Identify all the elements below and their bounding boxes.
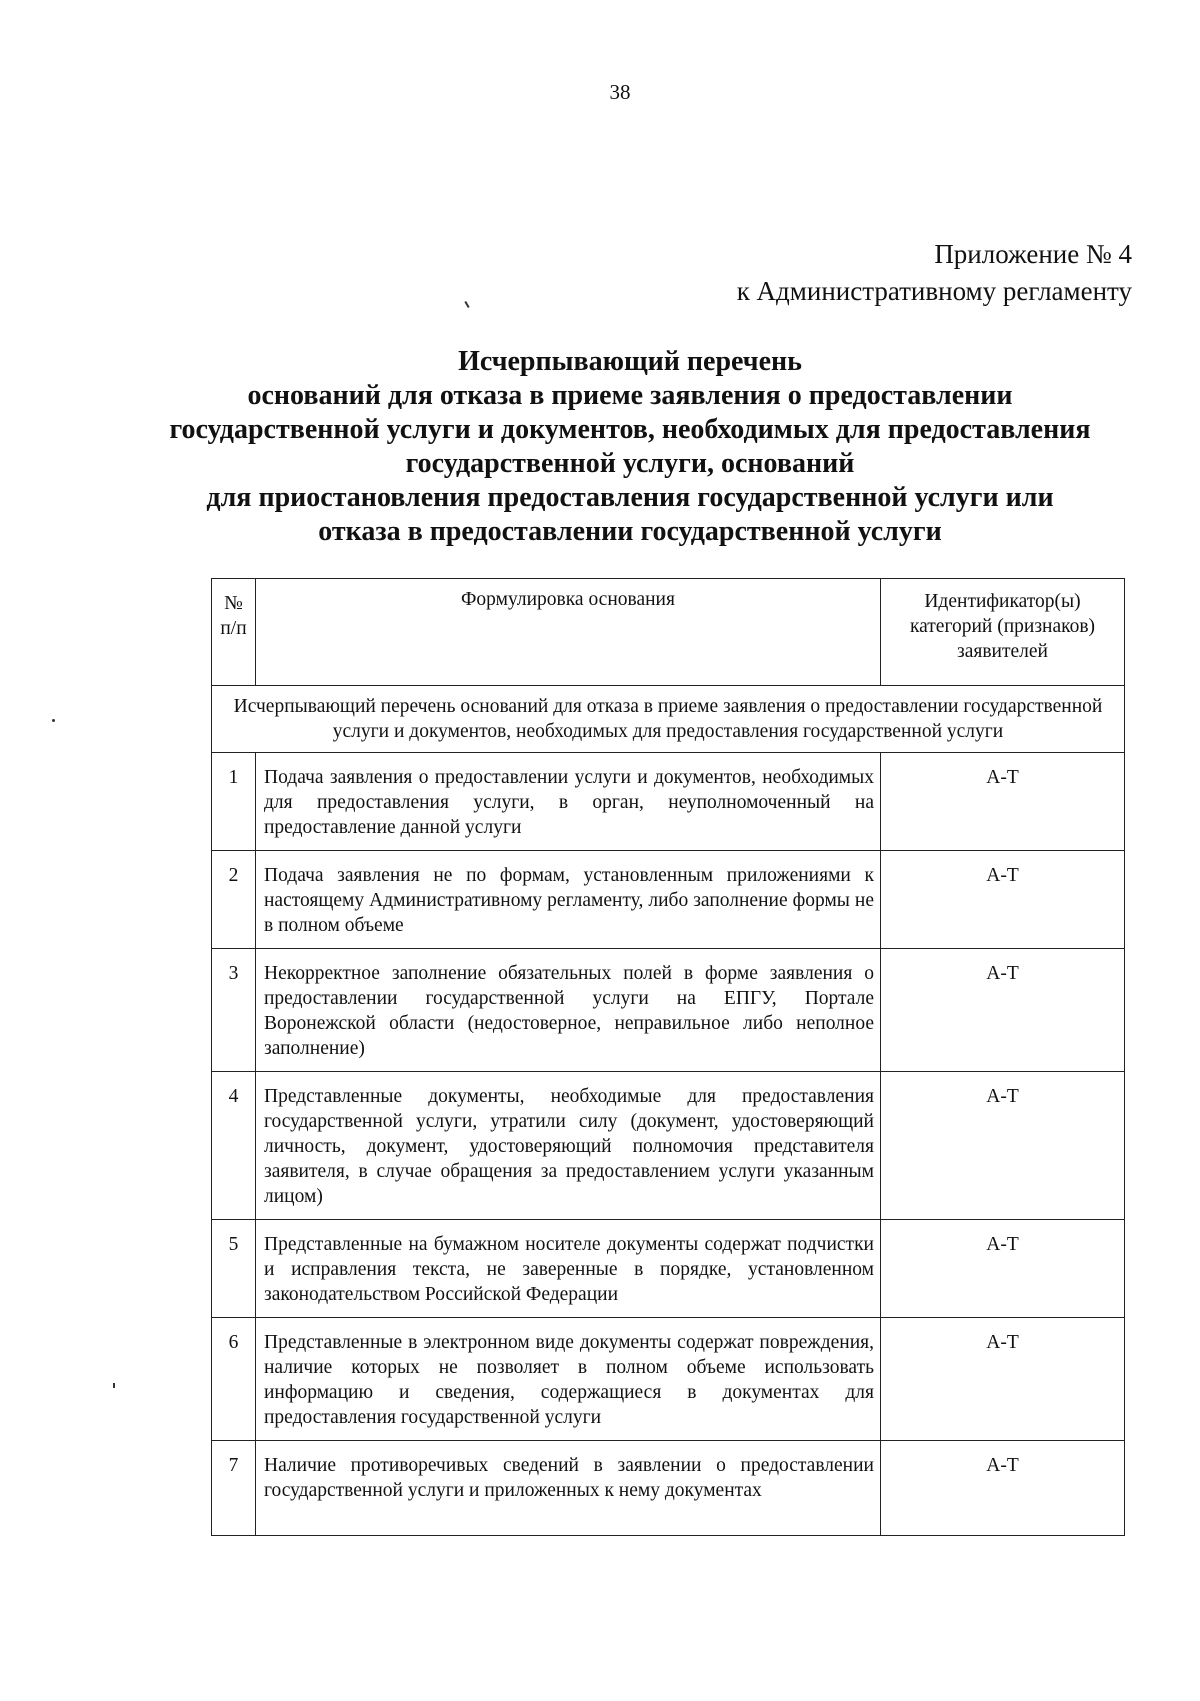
row-identifier: А-Т	[881, 949, 1125, 1072]
appendix-reference	[737, 236, 1132, 310]
row-identifier: А-Т	[881, 753, 1125, 851]
row-number: 7	[212, 1441, 256, 1536]
row-number: 5	[212, 1220, 256, 1318]
table-row	[212, 1318, 1125, 1441]
row-identifier: А-Т	[881, 1318, 1125, 1441]
row-number: 2	[212, 851, 256, 949]
table-header-row	[212, 579, 1125, 686]
row-reason: Подача заявления о предоставлении услуги и документов, необходимых для предоставления услуги, в орган, неуполномоченный на предоставление данной услуги	[256, 753, 881, 851]
table-row	[212, 1220, 1125, 1318]
section-title: Исчерпывающий перечень оснований для отказа в приеме заявления о предоставлении государственной услуги и документов, необходимых для предоставления государственной услуги	[212, 686, 1125, 753]
header-identifiers: Идентификатор(ы) категорий (признаков) заявителей	[881, 579, 1125, 686]
table-row	[212, 1072, 1125, 1220]
row-reason: Представленные в электронном виде документы содержат повреждения, наличие которых не позволяет в полном объеме использовать информацию и сведения, содержащиеся в документах для предоставления государственной услуги	[256, 1318, 881, 1441]
row-number: 1	[212, 753, 256, 851]
table-row	[212, 851, 1125, 949]
title-line: государственной услуги, оснований	[405, 448, 855, 479]
title-line: оснований для отказа в приеме заявления о предоставлении	[247, 380, 1013, 411]
row-identifier: А-Т	[881, 851, 1125, 949]
scan-speck	[52, 719, 55, 722]
table-row	[212, 949, 1125, 1072]
appendix-number: Приложение № 4	[934, 239, 1132, 269]
row-reason: Некорректное заполнение обязательных полей в форме заявления о предоставлении государственной услуги на ЕПГУ, Портале Воронежской области (недостоверное, неправильное либо неполное заполнение)	[256, 949, 881, 1072]
row-identifier: А-Т	[881, 1072, 1125, 1220]
header-number: № п/п	[212, 579, 256, 686]
appendix-regulation: к Административному регламенту	[736, 276, 1132, 306]
table-section-row	[212, 686, 1125, 753]
row-reason: Наличие противоречивых сведений в заявлении о предоставлении государственной услуги и приложенных к нему документах	[256, 1441, 881, 1536]
row-reason: Представленные на бумажном носителе документы содержат подчистки и исправления текста, не заверенные в порядке, установленном законодательством Российской Федерации	[256, 1220, 881, 1318]
row-reason: Представленные документы, необходимые для предоставления государственной услуги, утратили силу (документ, удостоверяющий личность, документ, удостоверяющий полномочия представителя заявителя, в случае обращения за предоставлением услуги указанным лицом)	[256, 1072, 881, 1220]
table-row	[212, 753, 1125, 851]
table-row	[212, 1441, 1125, 1536]
row-reason: Подача заявления не по формам, установленным приложениями к настоящему Административному регламенту, либо заполнение формы не в полном объеме	[256, 851, 881, 949]
page-number: 38	[609, 80, 631, 104]
reasons-table	[211, 578, 1125, 1536]
document-title	[0, 345, 1200, 549]
row-number: 6	[212, 1318, 256, 1441]
scan-speck	[464, 301, 469, 308]
row-identifier: А-Т	[881, 1220, 1125, 1318]
row-number: 4	[212, 1072, 256, 1220]
title-line: отказа в предоставлении государственной услуги	[318, 516, 942, 547]
title-line: государственной услуги и документов, необходимых для предоставления	[169, 414, 1091, 445]
row-identifier: А-Т	[881, 1441, 1125, 1536]
scan-speck	[113, 1383, 115, 1388]
title-line: для приостановления предоставления государственной услуги или	[206, 482, 1054, 513]
title-line: Исчерпывающий перечень	[458, 346, 802, 377]
row-number: 3	[212, 949, 256, 1072]
header-formulation: Формулировка основания	[256, 579, 881, 686]
